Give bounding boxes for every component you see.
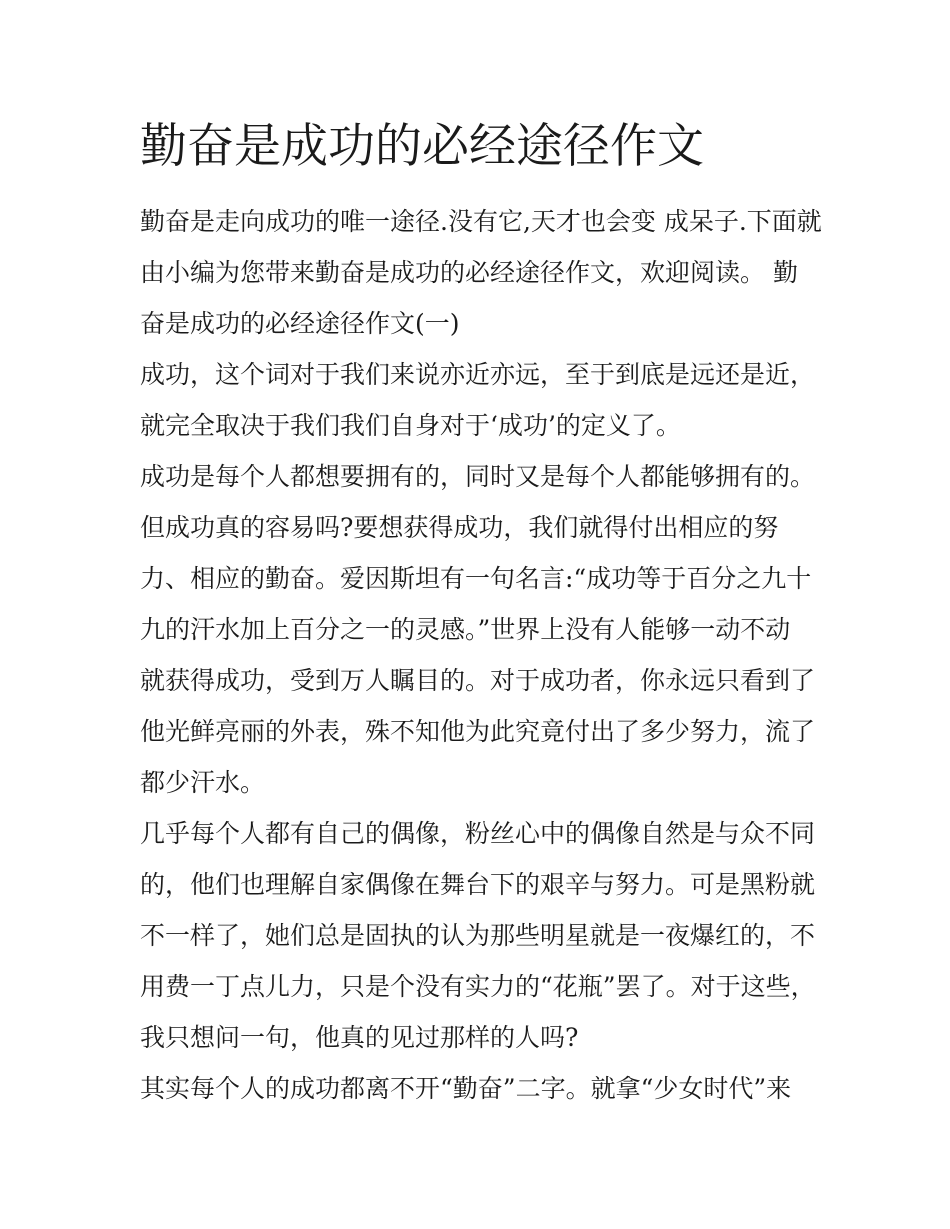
text-line: 的，他们也理解自家偶像在舞台下的艰辛与努力。可是黑粉就 xyxy=(140,870,816,899)
document-title: 勤奋是成功的必经途径作文 xyxy=(140,119,704,174)
text-line: 我只想问一句，他真的见过那样的人吗? xyxy=(140,1023,579,1052)
text-line: 但成功真的容易吗?要想获得成功，我们就得付出相应的努 xyxy=(140,513,779,542)
text-line: 其实每个人的成功都离不开“勤奋”二字。就拿“少女时代”来 xyxy=(140,1074,792,1103)
text-line: 成功是每个人都想要拥有的，同时又是每个人都能够拥有的。 xyxy=(140,462,816,491)
text-line: 力、相应的勤奋。爱因斯坦有一句名言:“成功等于百分之九十 xyxy=(140,564,812,593)
text-line: 勤奋是走向成功的唯一途径.没有它,天才也会变 成呆子.下面就 xyxy=(140,207,822,236)
text-line: 就完全取决于我们我们自身对于‘成功’的定义了。 xyxy=(140,411,681,440)
text-line: 不一样了，她们总是固执的认为那些明星就是一夜爆红的，不 xyxy=(140,921,816,950)
text-line: 就获得成功，受到万人瞩目的。对于成功者，你永远只看到了 xyxy=(140,666,816,695)
text-line: 由小编为您带来勤奋是成功的必经途径作文，欢迎阅读。 勤 xyxy=(140,258,798,287)
text-line: 奋是成功的必经途径作文(一) xyxy=(140,309,460,338)
document-body xyxy=(140,196,820,1114)
text-line: 他光鲜亮丽的外表，殊不知他为此究竟付出了多少努力，流了 xyxy=(140,717,816,746)
text-line: 都少汗水。 xyxy=(140,768,266,797)
text-line: 成功，这个词对于我们来说亦近亦远，至于到底是远还是近， xyxy=(140,360,816,389)
text-line: 几乎每个人都有自己的偶像，粉丝心中的偶像自然是与众不同 xyxy=(140,819,816,848)
text-line: 用费一丁点儿力，只是个没有实力的“花瓶”罢了。对于这些， xyxy=(140,972,816,1001)
text-line: 九的汗水加上百分之一的灵感。”世界上没有人能够一动不动 xyxy=(140,615,791,644)
